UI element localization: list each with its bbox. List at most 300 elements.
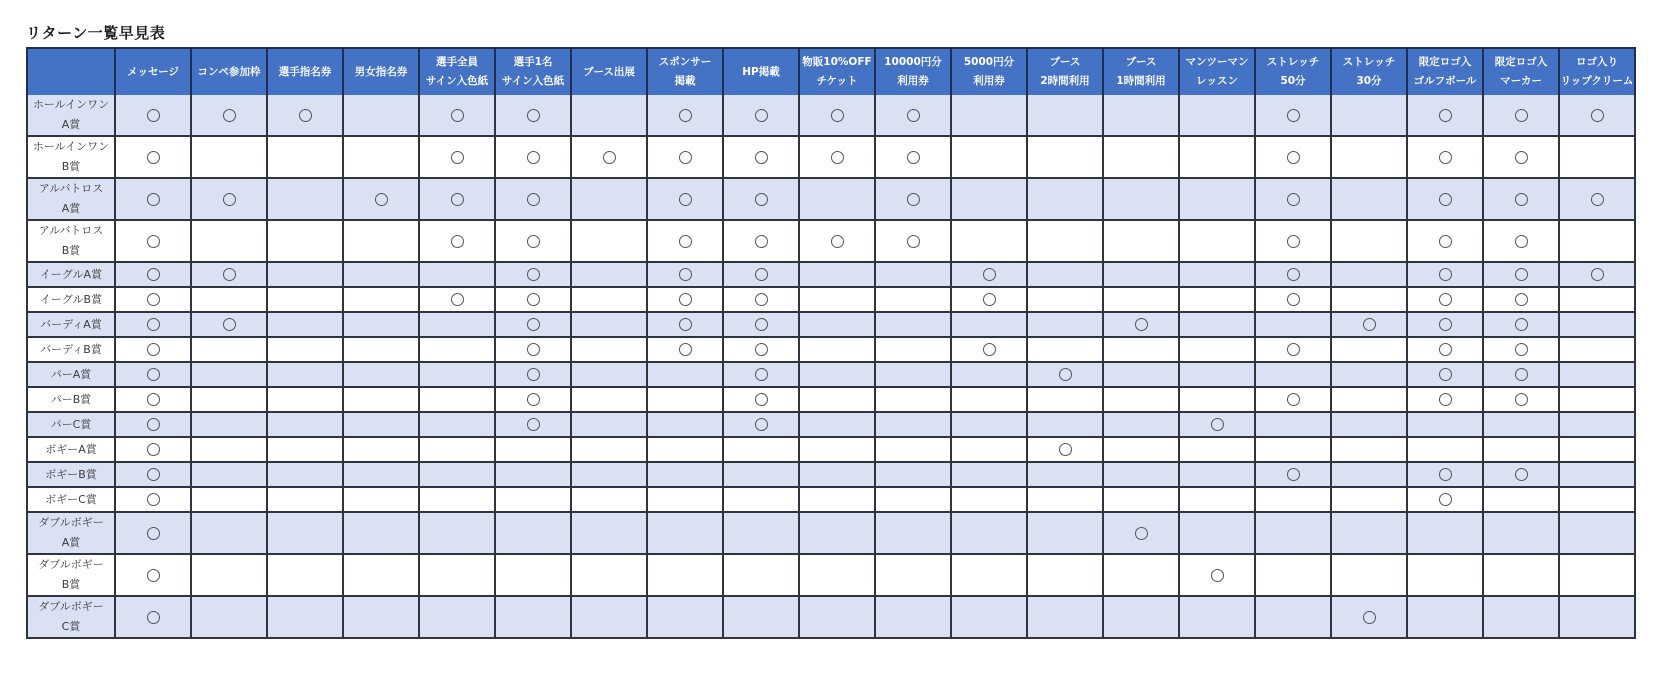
table-cell: [1559, 95, 1635, 136]
circle-mark-icon: [1439, 109, 1452, 122]
table-cell: [419, 387, 495, 412]
table-row: [27, 337, 1635, 362]
circle-mark-icon: [1515, 151, 1528, 164]
table-cell: [115, 337, 191, 362]
table-cell: [1027, 512, 1103, 554]
table-cell: [647, 487, 723, 512]
table-cell: [191, 387, 267, 412]
table-cell: [495, 262, 571, 287]
table-cell: [723, 462, 799, 487]
table-cell: [115, 262, 191, 287]
table-cell: [1483, 437, 1559, 462]
table-cell: [267, 487, 343, 512]
table-cell: [723, 220, 799, 262]
table-cell: [1027, 412, 1103, 437]
table-cell: [191, 362, 267, 387]
column-header: ストレッチ 50分: [1255, 48, 1331, 95]
table-cell: [571, 178, 647, 220]
table-cell: [1103, 596, 1179, 638]
table-cell: [799, 362, 875, 387]
table-cell: [191, 512, 267, 554]
table-cell: [1255, 220, 1331, 262]
row-label: ダブルボギー B賞: [27, 554, 115, 596]
circle-mark-icon: [1059, 443, 1072, 456]
table-cell: [723, 95, 799, 136]
table-cell: [419, 312, 495, 337]
table-cell: [1407, 178, 1483, 220]
table-cell: [875, 95, 951, 136]
table-cell: [191, 337, 267, 362]
table-cell: [191, 287, 267, 312]
table-cell: [1407, 220, 1483, 262]
table-cell: [1483, 462, 1559, 487]
table-cell: [1331, 312, 1407, 337]
circle-mark-icon: [1439, 393, 1452, 406]
table-row: [27, 136, 1635, 178]
table-cell: [1027, 462, 1103, 487]
circle-mark-icon: [755, 109, 768, 122]
table-cell: [1407, 487, 1483, 512]
table-cell: [495, 312, 571, 337]
table-cell: [267, 262, 343, 287]
table-cell: [571, 554, 647, 596]
circle-mark-icon: [679, 293, 692, 306]
circle-mark-icon: [679, 343, 692, 356]
circle-mark-icon: [1287, 235, 1300, 248]
table-cell: [1179, 596, 1255, 638]
table-cell: [799, 220, 875, 262]
table-cell: [951, 512, 1027, 554]
circle-mark-icon: [1439, 318, 1452, 331]
table-cell: [723, 596, 799, 638]
table-cell: [951, 362, 1027, 387]
table-cell: [1255, 596, 1331, 638]
table-cell: [799, 462, 875, 487]
table-row: [27, 412, 1635, 437]
table-cell: [1103, 462, 1179, 487]
table-cell: [875, 262, 951, 287]
table-cell: [571, 412, 647, 437]
circle-mark-icon: [527, 343, 540, 356]
table-cell: [1407, 387, 1483, 412]
table-cell: [1331, 596, 1407, 638]
table-cell: [1331, 220, 1407, 262]
table-cell: [723, 437, 799, 462]
table-cell: [419, 136, 495, 178]
table-cell: [267, 462, 343, 487]
table-cell: [1483, 387, 1559, 412]
table-cell: [1027, 95, 1103, 136]
column-header: 選手全員 サイン入色紙: [419, 48, 495, 95]
circle-mark-icon: [1439, 268, 1452, 281]
circle-mark-icon: [299, 109, 312, 122]
table-cell: [799, 287, 875, 312]
table-cell: [267, 512, 343, 554]
table-cell: [951, 487, 1027, 512]
table-cell: [875, 387, 951, 412]
table-cell: [571, 136, 647, 178]
table-cell: [1179, 136, 1255, 178]
table-cell: [1255, 412, 1331, 437]
circle-mark-icon: [1363, 318, 1376, 331]
table-cell: [1179, 512, 1255, 554]
table-cell: [115, 312, 191, 337]
table-cell: [951, 337, 1027, 362]
table-cell: [343, 596, 419, 638]
circle-mark-icon: [1515, 393, 1528, 406]
circle-mark-icon: [755, 151, 768, 164]
row-label: ホールインワン B賞: [27, 136, 115, 178]
table-cell: [1559, 362, 1635, 387]
table-cell: [571, 262, 647, 287]
table-cell: [267, 312, 343, 337]
page-title: リターン一覧早見表: [26, 24, 166, 42]
table-cell: [1179, 437, 1255, 462]
column-header: メッセージ: [115, 48, 191, 95]
table-cell: [419, 487, 495, 512]
table-cell: [191, 136, 267, 178]
circle-mark-icon: [1515, 343, 1528, 356]
table-cell: [875, 487, 951, 512]
circle-mark-icon: [147, 109, 160, 122]
circle-mark-icon: [451, 235, 464, 248]
circle-mark-icon: [1439, 193, 1452, 206]
table-cell: [1027, 136, 1103, 178]
table-cell: [1255, 136, 1331, 178]
table-cell: [343, 136, 419, 178]
table-cell: [267, 136, 343, 178]
table-cell: [875, 287, 951, 312]
table-row: [27, 362, 1635, 387]
circle-mark-icon: [527, 151, 540, 164]
table-cell: [1559, 512, 1635, 554]
table-cell: [1483, 487, 1559, 512]
column-header: HP掲載: [723, 48, 799, 95]
circle-mark-icon: [147, 493, 160, 506]
table-cell: [495, 487, 571, 512]
circle-mark-icon: [1439, 368, 1452, 381]
table-cell: [951, 462, 1027, 487]
table-cell: [1559, 387, 1635, 412]
table-cell: [799, 262, 875, 287]
table-cell: [951, 596, 1027, 638]
table-cell: [495, 337, 571, 362]
table-cell: [1331, 262, 1407, 287]
circle-mark-icon: [223, 268, 236, 281]
row-label: イーグルB賞: [27, 287, 115, 312]
table-cell: [1331, 387, 1407, 412]
row-label: アルバトロス B賞: [27, 220, 115, 262]
table-cell: [1559, 462, 1635, 487]
column-header: 5000円分 利用券: [951, 48, 1027, 95]
table-cell: [343, 95, 419, 136]
table-cell: [875, 437, 951, 462]
table-cell: [1255, 337, 1331, 362]
circle-mark-icon: [1439, 151, 1452, 164]
table-cell: [723, 554, 799, 596]
circle-mark-icon: [451, 293, 464, 306]
table-cell: [647, 220, 723, 262]
circle-mark-icon: [679, 235, 692, 248]
table-cell: [799, 95, 875, 136]
table-cell: [1559, 487, 1635, 512]
table-row: [27, 596, 1635, 638]
circle-mark-icon: [527, 418, 540, 431]
table-cell: [1103, 437, 1179, 462]
circle-mark-icon: [375, 193, 388, 206]
table-row: [27, 178, 1635, 220]
table-cell: [191, 178, 267, 220]
table-cell: [1103, 337, 1179, 362]
table-cell: [875, 512, 951, 554]
table-cell: [419, 262, 495, 287]
table-cell: [1103, 220, 1179, 262]
table-cell: [1255, 554, 1331, 596]
table-cell: [1331, 554, 1407, 596]
table-cell: [115, 554, 191, 596]
table-cell: [1027, 312, 1103, 337]
column-header: マンツーマン レッスン: [1179, 48, 1255, 95]
table-cell: [1103, 412, 1179, 437]
table-cell: [1483, 262, 1559, 287]
table-cell: [723, 362, 799, 387]
circle-mark-icon: [1211, 418, 1224, 431]
column-header: スポンサー 掲載: [647, 48, 723, 95]
circle-mark-icon: [983, 343, 996, 356]
circle-mark-icon: [223, 193, 236, 206]
table-cell: [1027, 220, 1103, 262]
table-cell: [1103, 512, 1179, 554]
table-cell: [1103, 554, 1179, 596]
column-header: 選手1名 サイン入色紙: [495, 48, 571, 95]
table-cell: [875, 136, 951, 178]
table-cell: [799, 487, 875, 512]
table-cell: [1103, 178, 1179, 220]
returns-table: [26, 47, 1636, 639]
table-cell: [799, 554, 875, 596]
table-cell: [1103, 262, 1179, 287]
table-cell: [495, 462, 571, 487]
table-cell: [1483, 337, 1559, 362]
table-cell: [1027, 362, 1103, 387]
table-cell: [1179, 362, 1255, 387]
table-cell: [115, 136, 191, 178]
table-cell: [571, 462, 647, 487]
row-label: パーB賞: [27, 387, 115, 412]
table-cell: [495, 220, 571, 262]
circle-mark-icon: [451, 193, 464, 206]
table-cell: [571, 437, 647, 462]
table-cell: [1103, 387, 1179, 412]
table-cell: [115, 462, 191, 487]
table-cell: [115, 287, 191, 312]
table-cell: [799, 178, 875, 220]
table-cell: [951, 387, 1027, 412]
circle-mark-icon: [1287, 193, 1300, 206]
table-cell: [647, 437, 723, 462]
table-cell: [951, 95, 1027, 136]
column-header: ブース出展: [571, 48, 647, 95]
table-cell: [1255, 487, 1331, 512]
table-cell: [1331, 287, 1407, 312]
table-cell: [1255, 462, 1331, 487]
table-cell: [1407, 95, 1483, 136]
column-header: コンペ参加枠: [191, 48, 267, 95]
table-cell: [1179, 387, 1255, 412]
table-cell: [343, 487, 419, 512]
table-cell: [419, 287, 495, 312]
circle-mark-icon: [223, 318, 236, 331]
table-cell: [343, 554, 419, 596]
table-cell: [647, 554, 723, 596]
circle-mark-icon: [679, 109, 692, 122]
table-cell: [115, 512, 191, 554]
table-cell: [115, 362, 191, 387]
table-cell: [343, 462, 419, 487]
table-cell: [419, 412, 495, 437]
table-cell: [191, 262, 267, 287]
table-cell: [343, 362, 419, 387]
table-cell: [1179, 487, 1255, 512]
circle-mark-icon: [147, 318, 160, 331]
table-cell: [419, 362, 495, 387]
table-cell: [1179, 220, 1255, 262]
circle-mark-icon: [1515, 318, 1528, 331]
circle-mark-icon: [527, 368, 540, 381]
table-cell: [875, 337, 951, 362]
table-cell: [1103, 95, 1179, 136]
row-label: ダブルボギー C賞: [27, 596, 115, 638]
circle-mark-icon: [527, 268, 540, 281]
table-cell: [1027, 554, 1103, 596]
circle-mark-icon: [147, 611, 160, 624]
table-cell: [1027, 387, 1103, 412]
table-cell: [115, 487, 191, 512]
table-cell: [343, 512, 419, 554]
table-cell: [1331, 178, 1407, 220]
table-cell: [191, 95, 267, 136]
table-cell: [647, 387, 723, 412]
column-header: 限定ロゴ入 マーカー: [1483, 48, 1559, 95]
circle-mark-icon: [1363, 611, 1376, 624]
circle-mark-icon: [1287, 343, 1300, 356]
table-cell: [647, 178, 723, 220]
table-cell: [191, 312, 267, 337]
table-cell: [875, 362, 951, 387]
circle-mark-icon: [223, 109, 236, 122]
table-row: [27, 312, 1635, 337]
table-cell: [495, 178, 571, 220]
circle-mark-icon: [1515, 468, 1528, 481]
circle-mark-icon: [1059, 368, 1072, 381]
table-cell: [1559, 554, 1635, 596]
table-cell: [495, 136, 571, 178]
table-cell: [191, 220, 267, 262]
circle-mark-icon: [1515, 268, 1528, 281]
table-cell: [571, 387, 647, 412]
table-cell: [1103, 312, 1179, 337]
column-header: ブース 1時間利用: [1103, 48, 1179, 95]
table-cell: [495, 412, 571, 437]
circle-mark-icon: [831, 151, 844, 164]
table-cell: [343, 387, 419, 412]
row-label: パーA賞: [27, 362, 115, 387]
table-cell: [1255, 312, 1331, 337]
table-row: [27, 487, 1635, 512]
table-cell: [647, 362, 723, 387]
table-cell: [419, 95, 495, 136]
table-cell: [799, 596, 875, 638]
table-cell: [723, 262, 799, 287]
table-cell: [267, 287, 343, 312]
table-cell: [343, 220, 419, 262]
table-cell: [723, 312, 799, 337]
circle-mark-icon: [1439, 235, 1452, 248]
circle-mark-icon: [1287, 151, 1300, 164]
circle-mark-icon: [679, 318, 692, 331]
circle-mark-icon: [527, 393, 540, 406]
table-cell: [875, 220, 951, 262]
circle-mark-icon: [983, 293, 996, 306]
table-cell: [495, 437, 571, 462]
row-label: イーグルA賞: [27, 262, 115, 287]
circle-mark-icon: [983, 268, 996, 281]
circle-mark-icon: [679, 193, 692, 206]
table-cell: [419, 220, 495, 262]
table-cell: [1255, 512, 1331, 554]
circle-mark-icon: [1591, 268, 1604, 281]
circle-mark-icon: [527, 109, 540, 122]
table-cell: [1027, 487, 1103, 512]
table-cell: [1331, 337, 1407, 362]
table-cell: [191, 487, 267, 512]
table-cell: [1407, 262, 1483, 287]
circle-mark-icon: [1591, 109, 1604, 122]
table-cell: [115, 178, 191, 220]
table-body: [27, 95, 1635, 638]
circle-mark-icon: [755, 193, 768, 206]
table-cell: [571, 487, 647, 512]
table-cell: [1027, 262, 1103, 287]
table-cell: [1179, 287, 1255, 312]
table-cell: [267, 596, 343, 638]
table-cell: [267, 362, 343, 387]
table-cell: [115, 95, 191, 136]
table-cell: [1407, 462, 1483, 487]
table-cell: [951, 554, 1027, 596]
circle-mark-icon: [147, 418, 160, 431]
table-cell: [1407, 136, 1483, 178]
table-cell: [951, 412, 1027, 437]
circle-mark-icon: [1515, 368, 1528, 381]
circle-mark-icon: [147, 268, 160, 281]
column-header: 10000円分 利用券: [875, 48, 951, 95]
circle-mark-icon: [907, 151, 920, 164]
table-cell: [875, 312, 951, 337]
table-cell: [1103, 362, 1179, 387]
table-row: [27, 512, 1635, 554]
table-cell: [267, 95, 343, 136]
table-cell: [951, 178, 1027, 220]
table-cell: [495, 387, 571, 412]
table-cell: [723, 387, 799, 412]
table-cell: [343, 312, 419, 337]
circle-mark-icon: [1135, 527, 1148, 540]
table-cell: [495, 512, 571, 554]
table-cell: [1331, 412, 1407, 437]
column-header: ブース 2時間利用: [1027, 48, 1103, 95]
row-label: アルバトロス A賞: [27, 178, 115, 220]
